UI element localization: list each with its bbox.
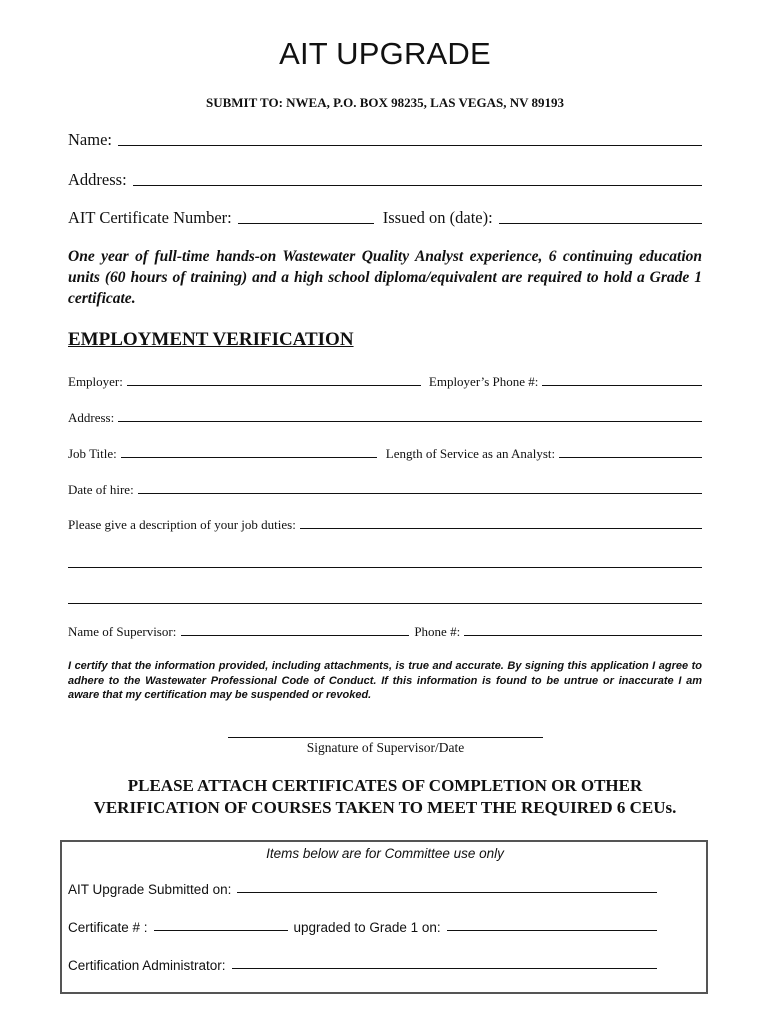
employer-phone-field[interactable] bbox=[542, 385, 702, 386]
length-of-service-label: Length of Service as an Analyst: bbox=[385, 446, 556, 461]
attach-notice bbox=[0, 775, 770, 819]
employment-heading: EMPLOYMENT VERIFICATION bbox=[68, 329, 354, 350]
submit-address: SUBMIT TO: NWEA, P.O. BOX 98235, LAS VEGAS, NV 89193 bbox=[205, 95, 565, 110]
employer-address-row bbox=[68, 410, 702, 426]
date-of-hire-field[interactable] bbox=[138, 493, 702, 494]
employer-label: Employer: bbox=[68, 374, 123, 389]
employer-field[interactable] bbox=[127, 385, 421, 386]
supervisor-row bbox=[68, 624, 702, 640]
name-label: Name: bbox=[68, 130, 112, 149]
attach-notice-line-1: PLEASE ATTACH CERTIFICATES OF COMPLETION OR OTHER bbox=[127, 776, 643, 795]
employer-address-field[interactable] bbox=[118, 421, 702, 422]
form-title: AIT UPGRADE bbox=[279, 36, 491, 71]
certificate-number-row bbox=[68, 920, 657, 935]
employer-address-label: Address: bbox=[68, 410, 115, 425]
job-title-row bbox=[68, 446, 702, 462]
job-duties-row bbox=[68, 517, 702, 533]
certificate-number-field[interactable] bbox=[154, 930, 288, 931]
name-field[interactable] bbox=[118, 145, 702, 146]
administrator-label: Certification Administrator: bbox=[68, 958, 226, 973]
signature-label: Signature of Supervisor/Date bbox=[306, 740, 465, 755]
supervisor-name-field[interactable] bbox=[181, 635, 409, 636]
submitted-on-row bbox=[68, 882, 657, 897]
issued-on-label: Issued on (date): bbox=[382, 208, 493, 227]
job-duties-field[interactable] bbox=[300, 528, 702, 529]
cert-number-label: AIT Certificate Number: bbox=[68, 208, 232, 227]
date-of-hire-label: Date of hire: bbox=[68, 482, 134, 497]
certificate-number-label: Certificate # : bbox=[68, 920, 148, 935]
upgraded-on-label: upgraded to Grade 1 on: bbox=[293, 920, 441, 935]
issued-on-field[interactable] bbox=[499, 223, 702, 224]
employer-row bbox=[68, 374, 702, 390]
requirements-paragraph: One year of full-time hands-on Wastewater Quality Analyst experience, 6 continuing education units (60 hours of training) and a high school diploma/equivalent are required to hold a Grade 1 certificate. bbox=[68, 248, 702, 307]
supervisor-name-label: Name of Supervisor: bbox=[68, 624, 177, 639]
address-label: Address: bbox=[68, 170, 127, 189]
address-field[interactable] bbox=[133, 185, 702, 186]
cert-number-field[interactable] bbox=[238, 223, 374, 224]
job-duties-label: Please give a description of your job duties: bbox=[68, 517, 296, 532]
job-duties-line-2[interactable] bbox=[68, 567, 702, 568]
date-of-hire-row bbox=[68, 482, 702, 498]
submitted-on-field[interactable] bbox=[237, 892, 657, 893]
employer-phone-label: Employer’s Phone #: bbox=[428, 374, 539, 389]
administrator-row bbox=[68, 958, 657, 973]
supervisor-phone-field[interactable] bbox=[464, 635, 702, 636]
job-duties-line-3[interactable] bbox=[68, 603, 702, 604]
upgraded-on-field[interactable] bbox=[447, 930, 657, 931]
name-row bbox=[68, 130, 702, 150]
certification-statement: I certify that the information provided, including attachments, is true and accurate. By signing this application I agree to adhere to the Wastewater Professional Code of Conduct. If this information is found to be untrue or inaccurate I am aware that my certification may be suspended or revoked. bbox=[68, 660, 702, 701]
supervisor-phone-label: Phone #: bbox=[414, 624, 461, 639]
attach-notice-line-2: VERIFICATION OF COURSES TAKEN TO MEET THE REQUIRED 6 CEUs. bbox=[93, 798, 677, 817]
committee-heading: Items below are for Committee use only bbox=[266, 846, 504, 861]
job-title-label: Job Title: bbox=[68, 446, 117, 461]
submitted-on-label: AIT Upgrade Submitted on: bbox=[68, 882, 232, 897]
address-row bbox=[68, 170, 702, 190]
administrator-field[interactable] bbox=[232, 968, 657, 969]
supervisor-signature-field[interactable] bbox=[228, 737, 543, 738]
length-of-service-field[interactable] bbox=[559, 457, 702, 458]
certificate-row bbox=[68, 208, 702, 228]
job-title-field[interactable] bbox=[121, 457, 377, 458]
